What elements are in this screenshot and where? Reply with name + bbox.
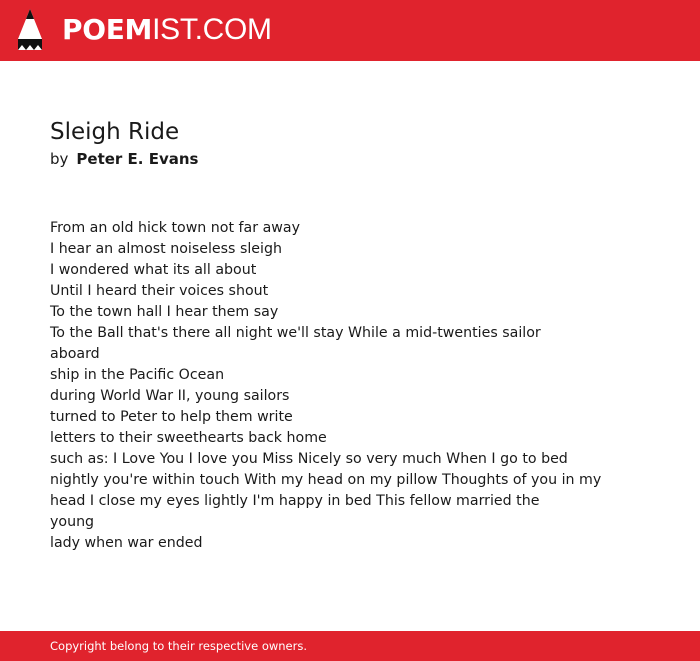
brand-strong-text: POEM xyxy=(62,13,153,46)
poem-line: To the Ball that's there all night we'll stay While a mid-twenties sailor xyxy=(50,325,541,341)
poem-line: during World War II, young sailors xyxy=(50,388,290,404)
site-header xyxy=(0,0,700,61)
brand-light-text: IST.COM xyxy=(152,13,272,46)
byline xyxy=(50,148,198,170)
site-logo-link[interactable] xyxy=(62,13,272,47)
poem-line: head I close my eyes lightly I'm happy in bed This fellow married the xyxy=(50,493,540,509)
site-footer xyxy=(0,631,700,661)
poem-line: To the town hall I hear them say xyxy=(50,304,279,320)
poem-line: young xyxy=(50,514,95,530)
by-label: by xyxy=(50,150,69,168)
poem-title: Sleigh Ride xyxy=(50,119,180,145)
poem-line: such as: I Love You I love you Miss Nicely so very much When I go to bed xyxy=(50,451,568,467)
poem-line: I hear an almost noiseless sleigh xyxy=(50,241,282,257)
poem-line: From an old hick town not far away xyxy=(50,220,300,236)
poem-line: turned to Peter to help them write xyxy=(50,409,293,425)
poem-line: I wondered what its all about xyxy=(50,262,257,278)
poem-line: lady when war ended xyxy=(50,535,203,551)
poem-line: nightly you're within touch With my head on my pillow Thoughts of you in my xyxy=(50,472,602,488)
poem-line: letters to their sweethearts back home xyxy=(50,430,327,446)
pencil-icon[interactable] xyxy=(18,9,42,51)
poem-line: Until I heard their voices shout xyxy=(50,283,269,299)
copyright-text: Copyright belong to their respective owners. xyxy=(50,639,308,653)
poem-line: aboard xyxy=(50,346,100,362)
poem-body xyxy=(50,218,650,554)
author-name: Peter E. Evans xyxy=(76,150,199,168)
poem-line: ship in the Pacific Ocean xyxy=(50,367,225,383)
